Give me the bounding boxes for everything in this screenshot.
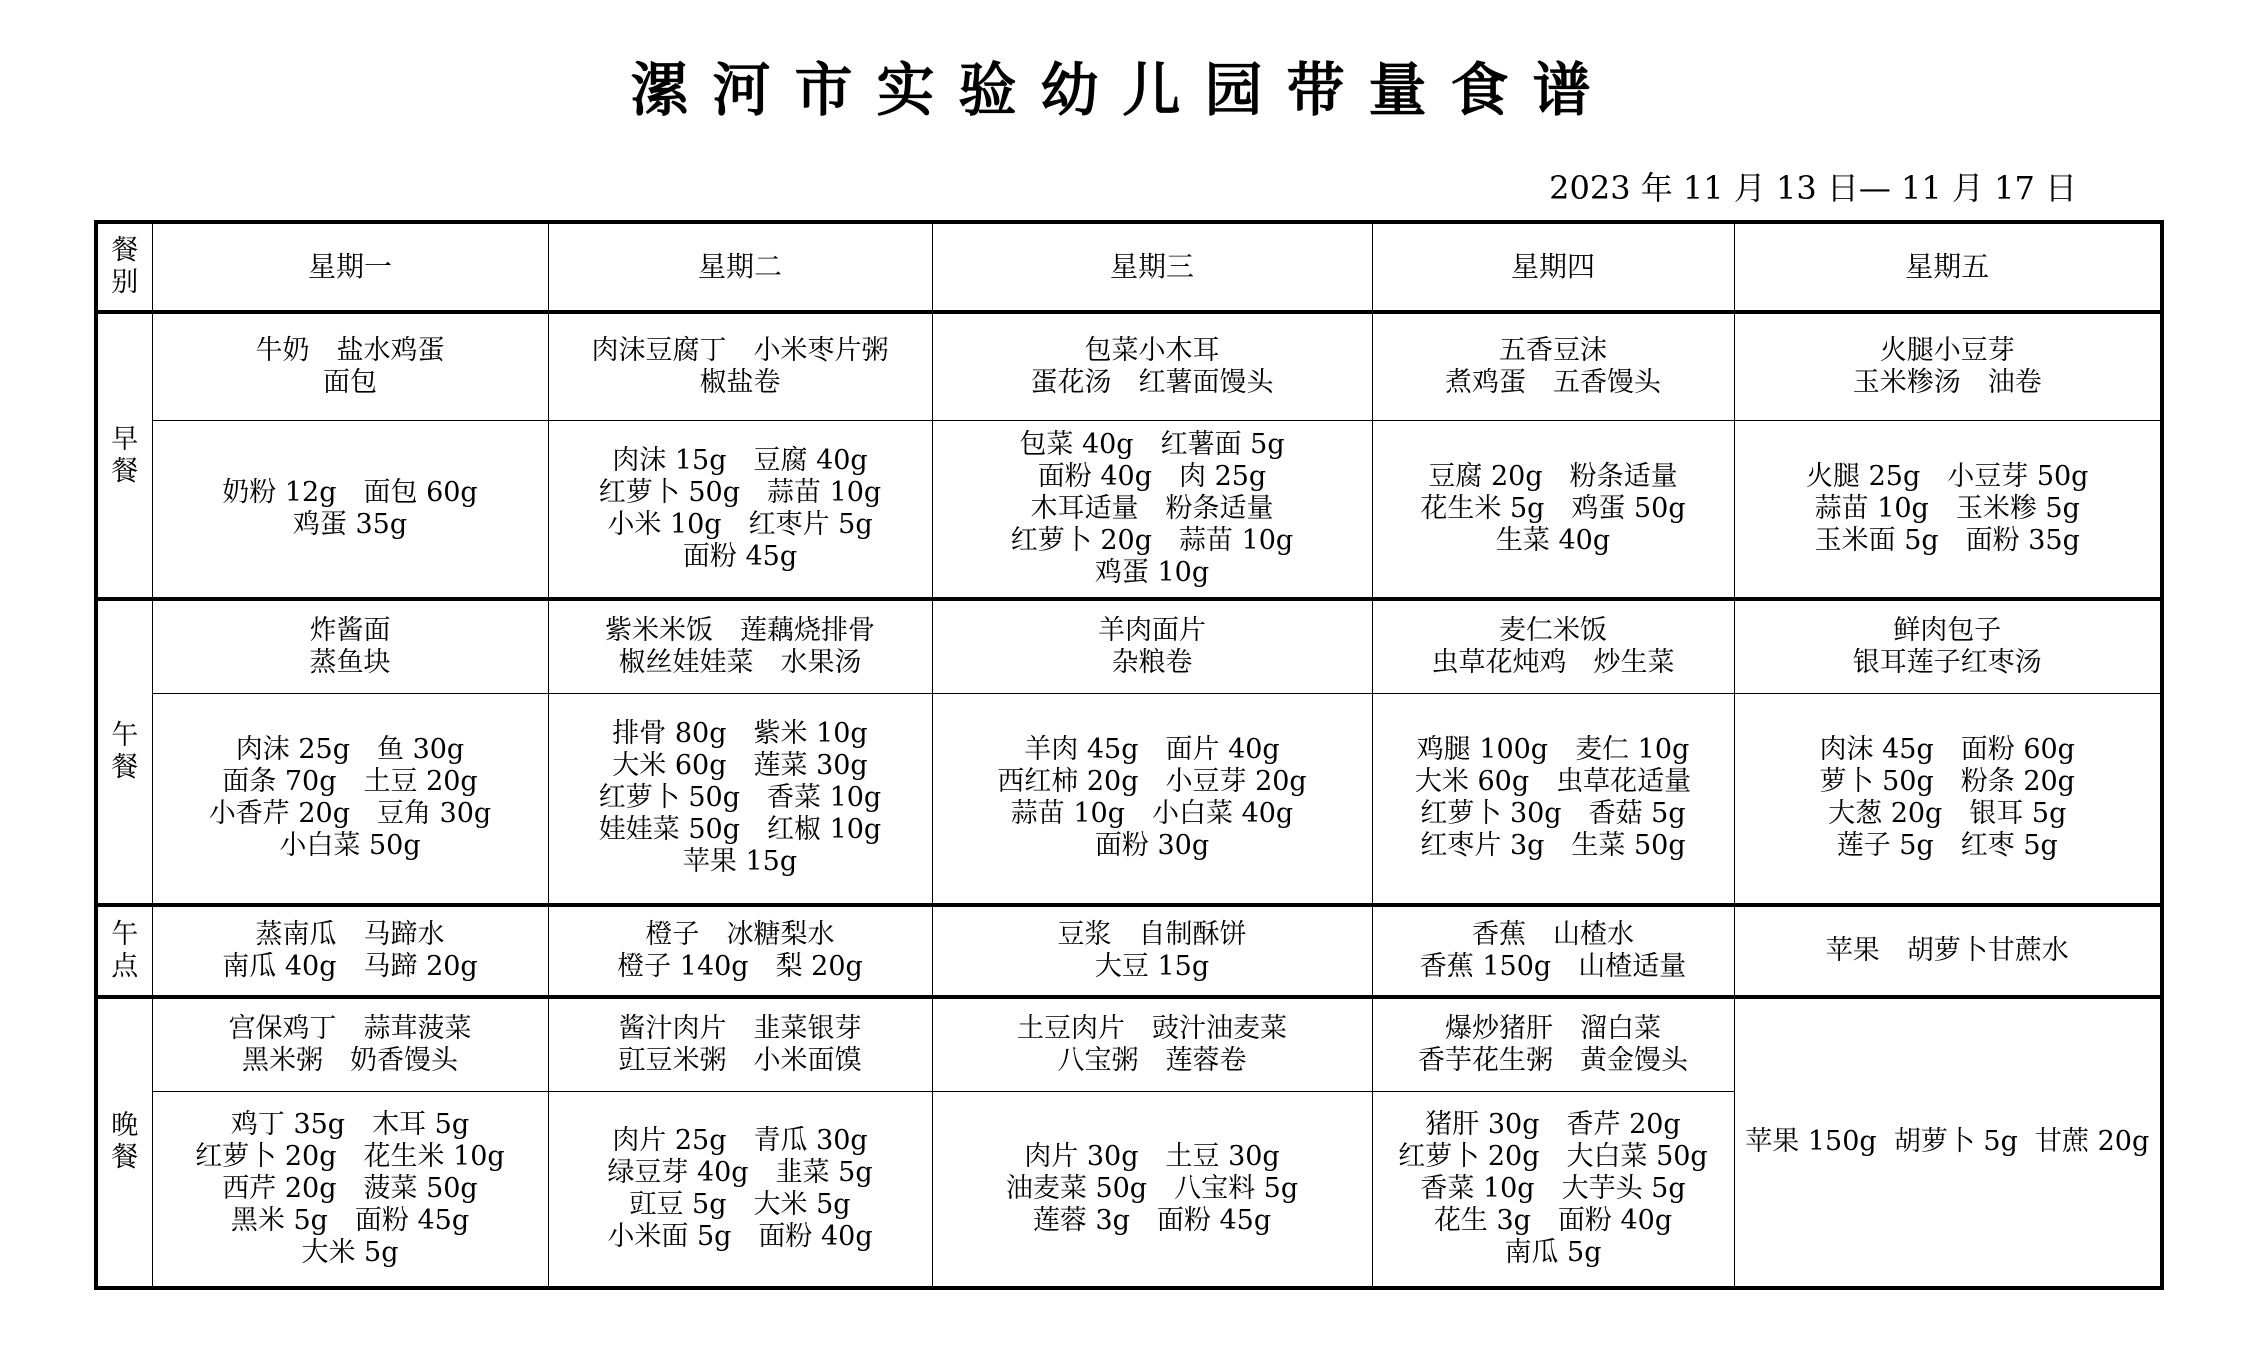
menu-line: 苹果 15g: [682, 846, 798, 878]
menu-line: 油麦菜 50g 八宝料 5g: [1005, 1172, 1299, 1204]
ingredients-cell-tuesday: [548, 421, 932, 600]
menu-line: 火腿小豆芽: [1879, 335, 2015, 367]
day-header-thursday: 星期四: [1372, 222, 1734, 312]
menu-line: 奶粉 12g 面包 60g: [222, 477, 478, 509]
dishes-cell-friday: [1734, 312, 2162, 420]
menu-line: 苹果 150g 胡萝卜 5g 甘蔗 20g: [1745, 1126, 2150, 1158]
menu-line: 羊肉 45g 面片 40g: [1024, 734, 1280, 766]
ingredients-cell-friday: [1734, 421, 2162, 600]
menu-line: 红萝卜 20g 花生米 10g: [195, 1140, 505, 1172]
snacks-cell-monday: [152, 905, 548, 997]
menu-line: 小香芹 20g 豆角 30g: [208, 798, 492, 830]
menu-line: 鸡腿 100g 麦仁 10g: [1416, 734, 1690, 766]
menu-line: 蛋花汤 红薯面馒头: [1030, 367, 1274, 399]
menu-line: 小米面 5g 面粉 40g: [607, 1220, 873, 1252]
menu-title: 漯河市实验幼儿园带量食谱: [630, 56, 1615, 124]
menu-line: 香芋花生粥 黄金馒头: [1418, 1044, 1688, 1076]
menu-line: 八宝粥 莲蓉卷: [1057, 1044, 1247, 1076]
menu-line: 生菜 40g: [1495, 525, 1611, 557]
menu-line: 鸡蛋 10g: [1094, 557, 1210, 589]
menu-line: 椒盐卷: [699, 367, 781, 399]
menu-line: 莲蓉 3g 面粉 45g: [1032, 1204, 1272, 1236]
menu-line: 包菜小木耳: [1084, 335, 1220, 367]
dinner-dish-row: [96, 997, 2162, 1091]
dishes-cell-monday: [152, 312, 548, 420]
menu-line: 豇豆米粥 小米面馍: [618, 1044, 862, 1076]
menu-line: 宫保鸡丁 蒜茸菠菜: [228, 1012, 472, 1044]
menu-line: 小米 10g 红枣片 5g: [607, 509, 873, 541]
dishes-cell-monday: [152, 599, 548, 693]
menu-line: 豆腐 20g 粉条适量: [1428, 461, 1678, 493]
menu-line: 蒸鱼块: [309, 647, 391, 679]
lunch-label: 午 餐: [96, 599, 152, 904]
menu-line: 香菜 10g 大芋头 5g: [1420, 1172, 1686, 1204]
menu-line: 红萝卜 50g 香菜 10g: [598, 782, 882, 814]
menu-line: 鸡丁 35g 木耳 5g: [230, 1108, 470, 1140]
menu-line: 面粉 45g: [682, 541, 798, 573]
dinner-label: 晚 餐: [96, 997, 152, 1288]
menu-line: 橙子 冰糖梨水: [645, 918, 835, 950]
menu-line: 椒丝娃娃菜 水果汤: [618, 647, 862, 679]
dishes-cell-thursday: [1372, 599, 1734, 693]
menu-line: 萝卜 50g 粉条 20g: [1819, 766, 2075, 798]
menu-line: 土豆肉片 豉汁油麦菜: [1017, 1012, 1287, 1044]
menu-line: 面包: [323, 367, 377, 399]
ingredients-cell-wednesday: [932, 1091, 1372, 1288]
menu-line: 玉米面 5g 面粉 35g: [1814, 525, 2080, 557]
day-header-wednesday: 星期三: [932, 222, 1372, 312]
breakfast-label: 早 餐: [96, 312, 152, 599]
day-header-tuesday: 星期二: [548, 222, 932, 312]
dishes-cell-thursday: [1372, 997, 1734, 1091]
menu-line: 娃娃菜 50g 红椒 10g: [598, 814, 882, 846]
menu-line: 花生米 5g 鸡蛋 50g: [1420, 493, 1686, 525]
ingredients-cell-monday: [152, 1091, 548, 1288]
menu-line: 大米 60g 莲菜 30g: [612, 750, 868, 782]
snack-label: 午 点: [96, 905, 152, 997]
dishes-cell-friday: [1734, 997, 2162, 1288]
menu-line: 南瓜 5g: [1504, 1236, 1602, 1268]
menu-line: 肉沫 45g 面粉 60g: [1819, 734, 2075, 766]
dishes-cell-wednesday: [932, 599, 1372, 693]
dishes-cell-tuesday: [548, 599, 932, 693]
breakfast-dish-row: [96, 312, 2162, 420]
menu-line: 蒜苗 10g 玉米糁 5g: [1814, 493, 2080, 525]
menu-line: 南瓜 40g 马蹄 20g: [222, 950, 478, 982]
menu-line: 大米 60g 虫草花适量: [1414, 766, 1692, 798]
menu-line: 香蕉 山楂水: [1472, 918, 1634, 950]
menu-line: 麦仁米饭: [1499, 615, 1607, 647]
menu-line: 木耳适量 粉条适量: [1030, 493, 1274, 525]
menu-line: 红萝卜 30g 香菇 5g: [1420, 798, 1686, 830]
menu-line: 虫草花炖鸡 炒生菜: [1431, 647, 1675, 679]
menu-line: 蒸南瓜 马蹄水: [255, 918, 445, 950]
menu-line: 紫米米饭 莲藕烧排骨: [605, 615, 875, 647]
menu-line: 黑米粥 奶香馒头: [242, 1044, 458, 1076]
menu-line: 红萝卜 20g 蒜苗 10g: [1010, 525, 1294, 557]
menu-line: 豆浆 自制酥饼: [1057, 918, 1247, 950]
menu-line: 肉片 25g 青瓜 30g: [612, 1124, 868, 1156]
menu-line: 面粉 30g: [1094, 830, 1210, 862]
menu-line: 肉沫 15g 豆腐 40g: [612, 445, 868, 477]
ingredients-cell-monday: [152, 421, 548, 600]
menu-line: 香蕉 150g 山楂适量: [1419, 950, 1687, 982]
menu-line: 火腿 25g 小豆芽 50g: [1806, 461, 2089, 493]
menu-line: 鲜肉包子: [1893, 615, 2002, 647]
dishes-cell-wednesday: [932, 997, 1372, 1091]
menu-line: 鸡蛋 35g: [292, 509, 408, 541]
menu-line: 绿豆芽 40g 韭菜 5g: [607, 1156, 873, 1188]
menu-line: 红萝卜 50g 蒜苗 10g: [598, 477, 882, 509]
menu-line: 蒜苗 10g 小白菜 40g: [1010, 798, 1294, 830]
lunch-dish-row: [96, 599, 2162, 693]
menu-line: 黑米 5g 面粉 45g: [230, 1204, 470, 1236]
snacks-cell-tuesday: [548, 905, 932, 997]
snacks-cell-friday: [1734, 905, 2162, 997]
day-header-friday: 星期五: [1734, 222, 2162, 312]
ingredients-cell-tuesday: [548, 1091, 932, 1288]
dishes-cell-tuesday: [548, 997, 932, 1091]
menu-line: 包菜 40g 红薯面 5g: [1019, 429, 1285, 461]
snacks-cell-thursday: [1372, 905, 1734, 997]
snack-row: [96, 905, 2162, 997]
menu-line: 西芹 20g 菠菜 50g: [222, 1172, 478, 1204]
menu-line: 五香豆沫: [1499, 335, 1607, 367]
menu-line: 玉米糁汤 油卷: [1852, 367, 2042, 399]
date-range: 2023 年 11 月 13 日— 11 月 17 日: [1549, 169, 2077, 207]
menu-line: 西红柿 20g 小豆芽 20g: [997, 766, 1307, 798]
menu-line: 花生 3g 面粉 40g: [1433, 1204, 1673, 1236]
ingredients-cell-wednesday: [932, 694, 1372, 905]
menu-line: 排骨 80g 紫米 10g: [612, 718, 868, 750]
snacks-cell-wednesday: [932, 905, 1372, 997]
menu-line: 大葱 20g 银耳 5g: [1828, 798, 2067, 830]
menu-line: 橙子 140g 梨 20g: [617, 950, 863, 982]
menu-line: 牛奶 盐水鸡蛋: [255, 335, 445, 367]
ingredients-cell-thursday: [1372, 421, 1734, 600]
menu-line: 豇豆 5g 大米 5g: [629, 1188, 851, 1220]
menu-line: 爆炒猪肝 溜白菜: [1445, 1012, 1661, 1044]
dishes-cell-tuesday: [548, 312, 932, 420]
ingredients-cell-thursday: [1372, 1091, 1734, 1288]
menu-line: 肉沫豆腐丁 小米枣片粥: [591, 335, 889, 367]
dishes-cell-wednesday: [932, 312, 1372, 420]
menu-line: 苹果 胡萝卜甘蔗水: [1825, 934, 2069, 966]
meal-type-header: 餐 别: [96, 222, 152, 312]
dishes-cell-monday: [152, 997, 548, 1091]
day-header-monday: 星期一: [152, 222, 548, 312]
weekly-menu-table: [94, 220, 2164, 1290]
menu-line: 煮鸡蛋 五香馒头: [1445, 367, 1661, 399]
lunch-ingredient-row: [96, 694, 2162, 905]
menu-line: 羊肉面片: [1098, 615, 1206, 647]
menu-line: 面粉 40g 肉 25g: [1037, 461, 1267, 493]
menu-line: 面条 70g 土豆 20g: [222, 766, 478, 798]
menu-line: 小白菜 50g: [279, 830, 421, 862]
ingredients-cell-thursday: [1372, 694, 1734, 905]
menu-line: 红萝卜 20g 大白菜 50g: [1398, 1140, 1708, 1172]
menu-line: 肉沫 25g 鱼 30g: [235, 734, 465, 766]
menu-line: 银耳莲子红枣汤: [1852, 647, 2042, 679]
menu-line: 大豆 15g: [1094, 950, 1210, 982]
dishes-cell-thursday: [1372, 312, 1734, 420]
menu-line: 酱汁肉片 韭菜银芽: [618, 1012, 862, 1044]
ingredients-cell-tuesday: [548, 694, 932, 905]
ingredients-cell-wednesday: [932, 421, 1372, 600]
menu-line: 大米 5g: [301, 1236, 399, 1268]
ingredients-cell-monday: [152, 694, 548, 905]
menu-line: 肉片 30g 土豆 30g: [1024, 1140, 1280, 1172]
breakfast-ingredient-row: [96, 421, 2162, 600]
menu-line: 猪肝 30g 香芹 20g: [1425, 1108, 1681, 1140]
header-row: [96, 222, 2162, 312]
menu-line: 炸酱面: [309, 615, 391, 647]
menu-line: 莲子 5g 红枣 5g: [1836, 830, 2058, 862]
menu-line: 红枣片 3g 生菜 50g: [1420, 830, 1686, 862]
ingredients-cell-friday: [1734, 694, 2162, 905]
menu-line: 杂粮卷: [1111, 647, 1193, 679]
dishes-cell-friday: [1734, 599, 2162, 693]
